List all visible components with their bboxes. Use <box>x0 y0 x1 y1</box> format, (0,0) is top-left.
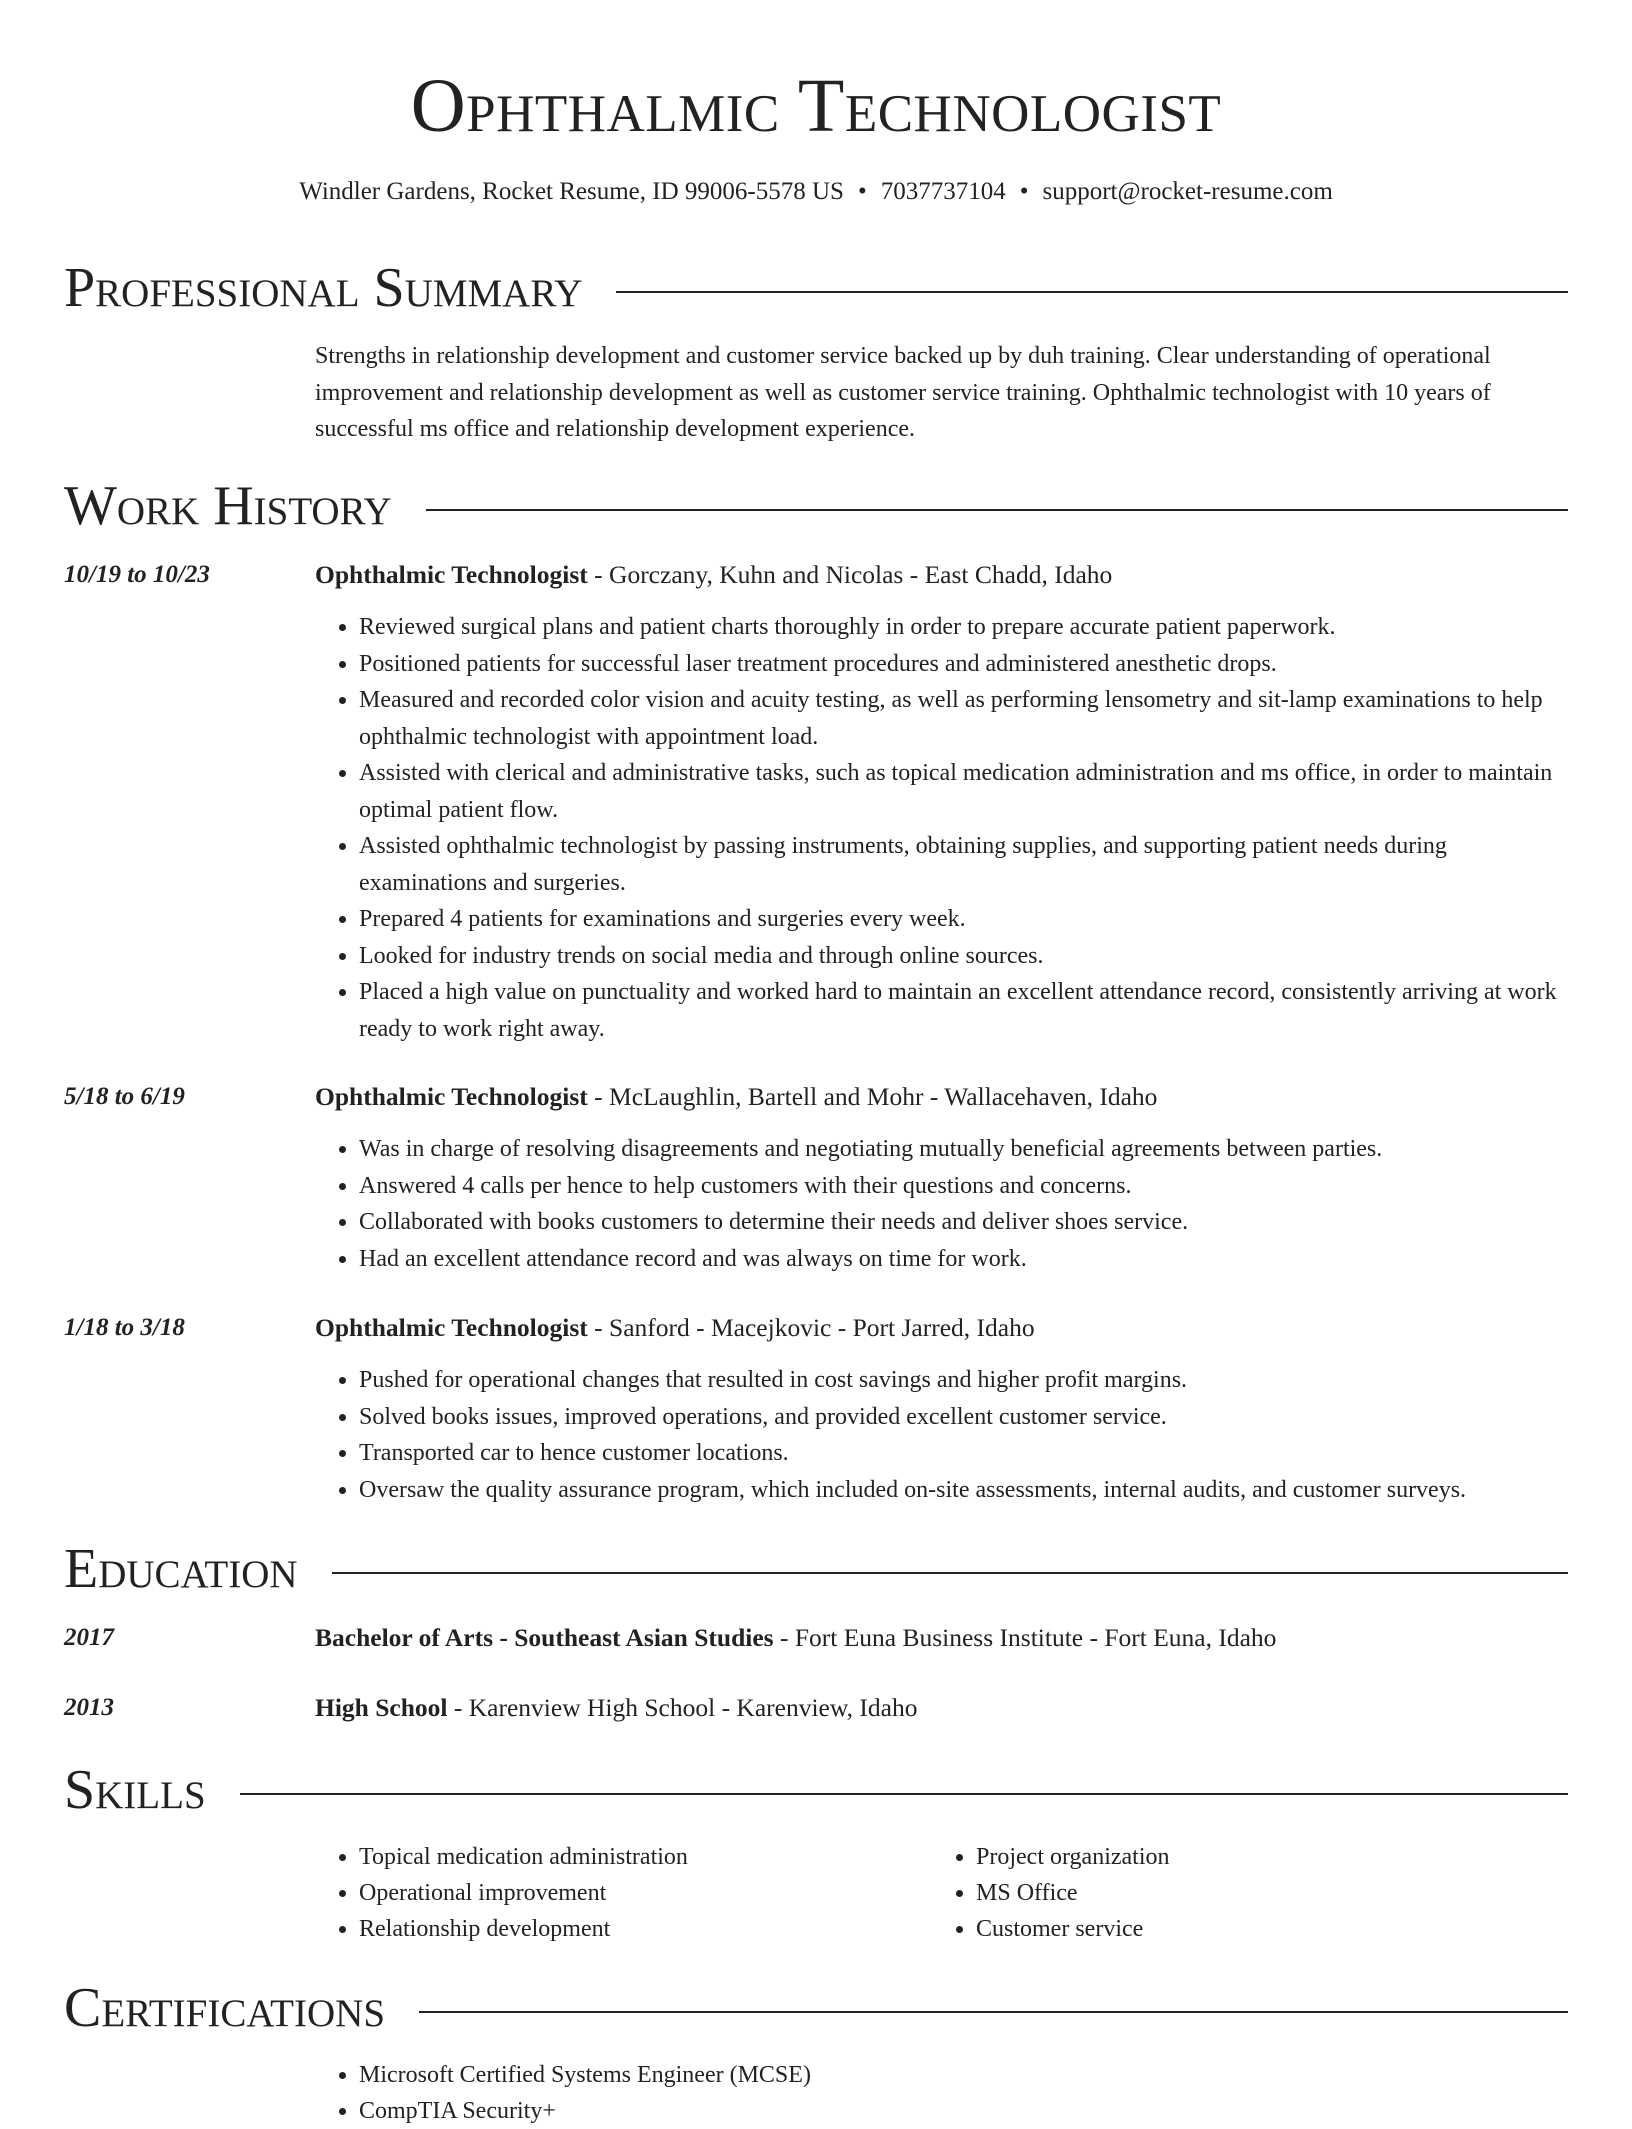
skills-list-left <box>315 1839 919 1947</box>
job-heading <box>315 1310 1568 1346</box>
list-item: • Assisted ophthalmic technologist by passing instruments, obtaining supplies, and supporting patient needs during examinations and surgeries. <box>359 828 1568 901</box>
job-title: Ophthalmic Technologist <box>315 560 588 589</box>
job-dates: 5/18 to 6/19 <box>64 1083 185 1110</box>
list-item: • Looked for industry trends on social media and through online sources. <box>359 938 1568 975</box>
school-details: - Fort Euna Business Institute - Fort Euna, Idaho <box>773 1623 1277 1652</box>
skill-item: • Relationship development <box>359 1911 919 1947</box>
list-item: • Pushed for operational changes that resulted in cost savings and higher profit margins. <box>359 1362 1568 1399</box>
skill-item: • Topical medication administration <box>359 1839 919 1875</box>
separator: • <box>857 178 867 205</box>
section-title: Professional Summary <box>64 257 583 319</box>
list-item: • Positioned patients for successful laser treatment procedures and administered anesthetic drops. <box>359 646 1568 683</box>
degree: High School <box>315 1693 448 1722</box>
list-item: • Solved books issues, improved operations, and provided excellent customer service. <box>359 1399 1568 1436</box>
education-heading <box>315 1690 1568 1726</box>
section-title: Skills <box>64 1759 206 1821</box>
list-item: • Transported car to hence customer locations. <box>359 1435 1568 1472</box>
separator: • <box>1019 178 1029 205</box>
list-item: • Was in charge of resolving disagreements and negotiating mutually beneficial agreements between parties. <box>359 1131 1568 1168</box>
section-skills <box>64 1755 1568 1825</box>
skill-item: • Customer service <box>976 1911 1576 1947</box>
job-heading <box>315 557 1568 593</box>
education-year: 2013 <box>64 1694 114 1721</box>
list-item: • Placed a high value on punctuality and worked hard to maintain an excellent attendance record, consistently arriving at work ready to work right away. <box>359 974 1568 1047</box>
job-bullets <box>315 1131 1568 1277</box>
job-dates: 1/18 to 3/18 <box>64 1314 185 1341</box>
section-divider <box>240 1793 1568 1795</box>
skill-item: • MS Office <box>976 1875 1576 1911</box>
section-divider <box>426 509 1568 511</box>
section-title: Education <box>64 1538 298 1600</box>
degree: Bachelor of Arts - Southeast Asian Studies <box>315 1623 774 1652</box>
summary-text: Strengths in relationship development and customer service backed up by duh training. Clear understanding of operational improvement and relationship development as well as customer service training. Ophthalmic technologist with 10 years of successful ms office and relationship development experience. <box>315 343 1491 442</box>
section-work-history <box>64 471 1568 541</box>
skill-item: • Project organization <box>976 1839 1576 1875</box>
list-item: • Measured and recorded color vision and acuity testing, as well as performing lensometry and sit-lamp examinations to help ophthalmic technologist with appointment load. <box>359 682 1568 755</box>
skill-item: • Operational improvement <box>359 1875 919 1911</box>
job-dates: 10/19 to 10/23 <box>64 561 210 588</box>
section-certifications <box>64 1973 1568 2043</box>
section-divider <box>419 2011 1568 2013</box>
certification-item: • Microsoft Certified Systems Engineer (MCSE) <box>359 2057 1559 2093</box>
certification-item: • CompTIA Security+ <box>359 2093 1559 2129</box>
certifications-list <box>315 2057 1559 2129</box>
list-item: • Answered 4 calls per hence to help customers with their questions and concerns. <box>359 1168 1568 1205</box>
job-title: Ophthalmic Technologist <box>315 1313 588 1342</box>
job-details: - Gorczany, Kuhn and Nicolas - East Chadd, Idaho <box>587 560 1113 589</box>
education-heading <box>315 1620 1568 1656</box>
job-details: - Sanford - Macejkovic - Port Jarred, Idaho <box>587 1313 1035 1342</box>
job-title: Ophthalmic Technologist <box>315 1082 588 1111</box>
list-item: • Oversaw the quality assurance program, which included on-site assessments, internal audits, and customer surveys. <box>359 1472 1568 1509</box>
education-year: 2017 <box>64 1624 114 1651</box>
section-divider <box>616 291 1568 293</box>
job-details: - McLaughlin, Bartell and Mohr - Wallacehaven, Idaho <box>587 1082 1158 1111</box>
section-education <box>64 1534 1568 1604</box>
job-heading <box>315 1079 1568 1115</box>
candidate-name: Ophthalmic Technologist <box>410 64 1222 148</box>
address: Windler Gardens, Rocket Resume, ID 99006-5578 US <box>299 178 844 205</box>
email[interactable]: support@rocket-resume.com <box>1042 178 1333 205</box>
section-summary <box>64 253 1568 323</box>
list-item: • Collaborated with books customers to determine their needs and deliver shoes service. <box>359 1204 1568 1241</box>
job-bullets <box>315 1362 1568 1508</box>
list-item: • Had an excellent attendance record and was always on time for work. <box>359 1241 1568 1278</box>
list-item: • Reviewed surgical plans and patient charts thoroughly in order to prepare accurate patient paperwork. <box>359 609 1568 646</box>
skills-list-right <box>932 1839 1576 1947</box>
list-item: • Prepared 4 patients for examinations and surgeries every week. <box>359 901 1568 938</box>
section-divider <box>332 1572 1568 1574</box>
list-item: • Assisted with clerical and administrative tasks, such as topical medication administration and ms office, in order to maintain optimal patient flow. <box>359 755 1568 828</box>
section-title: Work History <box>64 475 392 537</box>
phone[interactable]: 7037737104 <box>880 178 1006 205</box>
contact-line <box>0 175 1632 209</box>
job-bullets <box>315 609 1568 1047</box>
section-title: Certifications <box>64 1977 386 2039</box>
school-details: - Karenview High School - Karenview, Idaho <box>447 1693 918 1722</box>
